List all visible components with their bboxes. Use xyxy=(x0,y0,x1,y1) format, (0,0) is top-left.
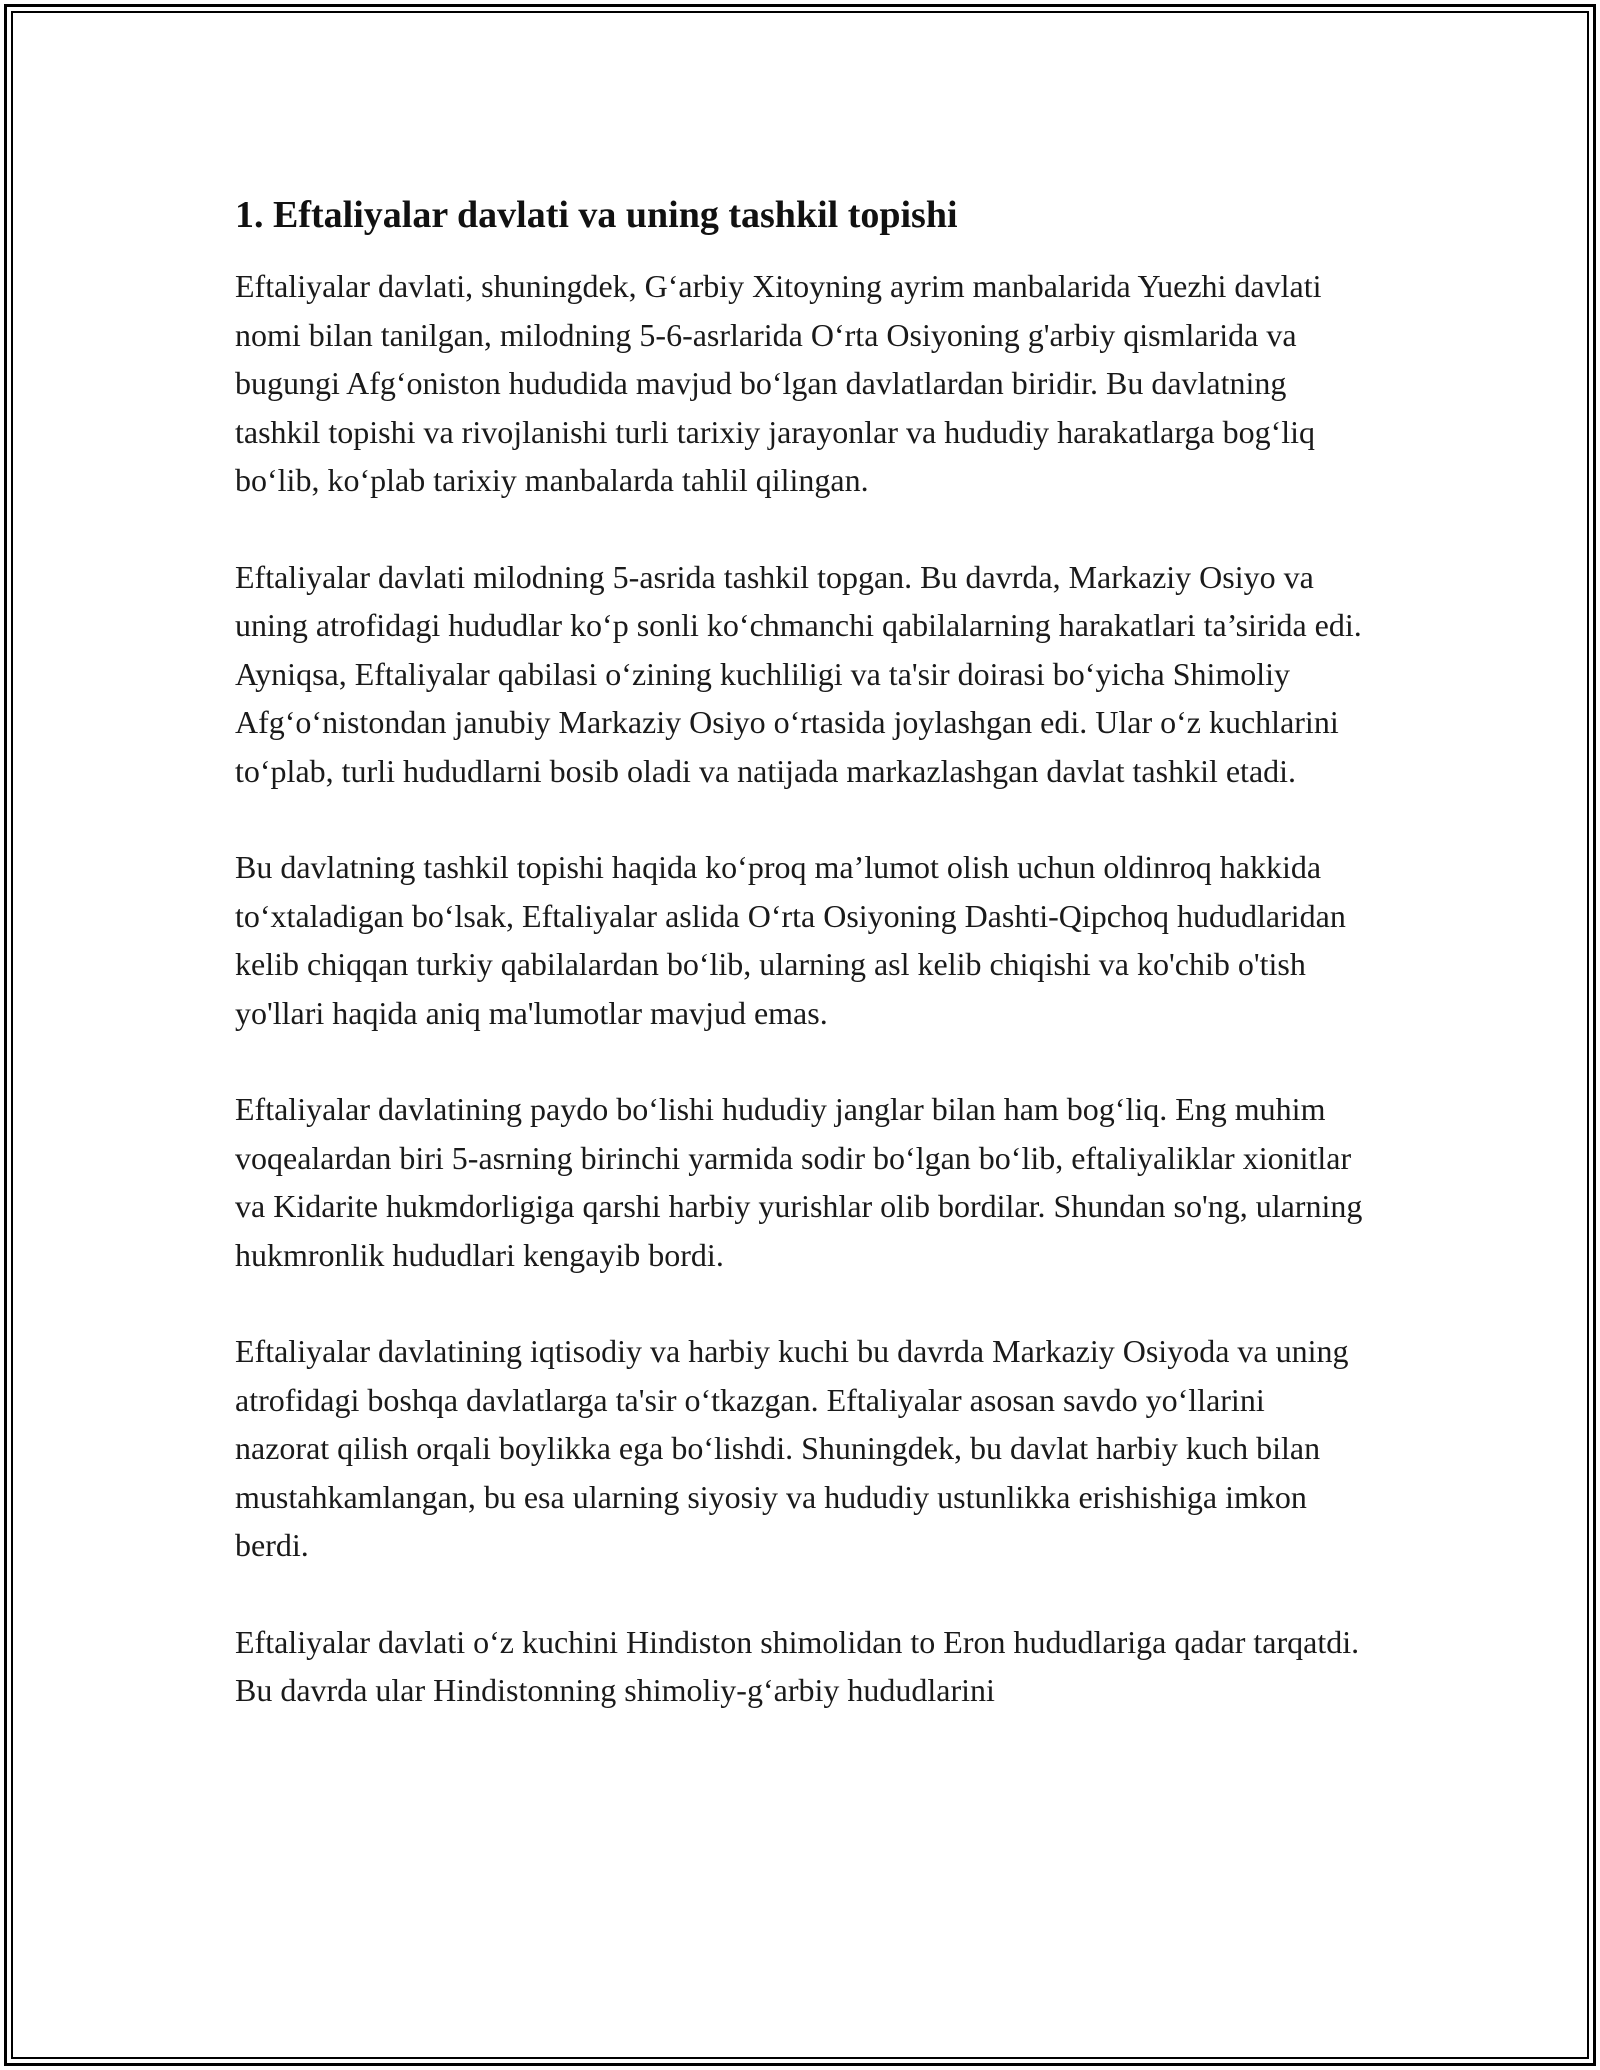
paragraph: Eftaliyalar davlatining paydo bo‘lishi hududiy janglar bilan ham bog‘liq. Eng muhim voqealardan biri 5-asrning birinchi yarmida sodir bo‘lgan bo‘lib, eftaliyaliklar xionitlar va Kidarite hukmdorligiga qarshi harbiy yurishlar olib bordilar. Shundan so'ng, ularning hukmronlik hududlari kengayib bordi. xyxy=(235,1091,1363,1273)
document-body xyxy=(235,186,1365,1763)
paragraph: Eftaliyalar davlati milodning 5-asrida tashkil topgan. Bu davrda, Markaziy Osiyo va uning atrofidagi hududlar ko‘p sonli ko‘chmanchi qabilalarning harakatlari ta’sirida edi. Ayniqsa, Eftaliyalar qabilasi o‘zining kuchliligi va ta'sir doirasi bo‘yicha Shimoliy Afg‘o‘nistondan janubiy Markaziy Osiyo o‘rtasida joylashgan edi. Ular o‘z kuchlarini to‘plab, turli hududlarni bosib oladi va natijada markazlashgan davlat tashkil etadi. xyxy=(235,558,1362,789)
document-title: 1. Eftaliyalar davlati va uning tashkil topishi xyxy=(235,194,958,236)
paragraph: Eftaliyalar davlati, shuningdek, G‘arbiy Xitoyning ayrim manbalarida Yuezhi davlati nomi bilan tanilgan, milodning 5-6-asrlarida O‘rta Osiyoning g'arbiy qismlarida va bugungi Afg‘oniston hududida mavjud bo‘lgan davlatlardan biridir. Bu davlatning tashkil topishi va rivojlanishi turli tarixiy jarayonlar va hududiy harakatlarga bog‘liq bo‘lib, ko‘plab tarixiy manbalarda tahlil qilingan. xyxy=(235,268,1322,498)
paragraph: Eftaliyalar davlatining iqtisodiy va harbiy kuchi bu davrda Markaziy Osiyoda va uning atrofidagi boshqa davlatlarga ta'sir o‘tkazgan. Eftaliyalar asosan savdo yo‘llarini nazorat qilish orqali boylikka ega bo‘lishdi. Shuningdek, bu davlat harbiy kuch bilan mustahkamlangan, bu esa ularning siyosiy va hududiy ustunlikka erishishiga imkon berdi. xyxy=(235,1333,1349,1563)
paragraph: Eftaliyalar davlati o‘z kuchini Hindiston shimolidan to Eron hududlariga qadar tarqatdi. Bu davrda ular Hindistonning shimoliy-g‘arbiy hududlarini xyxy=(235,1623,1360,1708)
paragraph: Bu davlatning tashkil topishi haqida ko‘proq ma’lumot olish uchun oldinroq hakkida to‘xtaladigan bo‘lsak, Eftaliyalar aslida O‘rta Osiyoning Dashti-Qipchoq hududlaridan kelib chiqqan turkiy qabilalardan bo‘lib, ularning asl kelib chiqishi va ko'chib o'tish yo'llari haqida aniq ma'lumotlar mavjud emas. xyxy=(235,849,1346,1031)
